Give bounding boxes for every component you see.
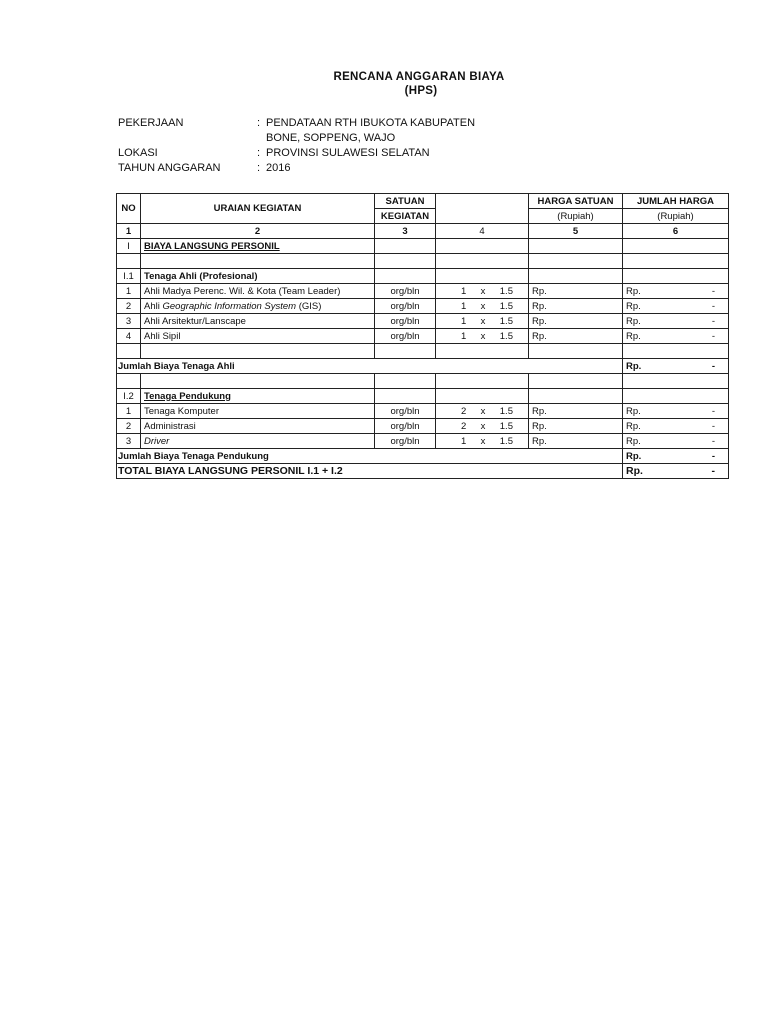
row-qty (436, 434, 529, 449)
qty-a: 1 (461, 315, 467, 327)
subsection-no: I.2 (117, 389, 141, 404)
qty-b: 1.5 (499, 285, 513, 297)
rp-label: Rp. (626, 420, 641, 432)
row-qty (436, 419, 529, 434)
meta-value: 2016 (266, 162, 291, 174)
row-harga: Rp. (529, 314, 623, 329)
subtotal-label: Jumlah Biaya Tenaga Pendukung (117, 449, 623, 464)
rp-label: Rp. (626, 300, 641, 312)
meta-row-pekerjaan-cont (118, 131, 475, 146)
col-num: 5 (529, 224, 623, 239)
row-jumlah (623, 434, 729, 449)
rp-value: - (711, 285, 715, 297)
header-satuan-1: SATUAN (375, 194, 436, 209)
rp-value: - (711, 330, 715, 342)
table-row (117, 299, 729, 314)
row-qty (436, 314, 529, 329)
row-harga: Rp. (529, 434, 623, 449)
header-uraian: URAIAN KEGIATAN (141, 194, 375, 224)
blank-row (117, 374, 729, 389)
blank-row (117, 344, 729, 359)
qty-b: 1.5 (499, 300, 513, 312)
row-label (141, 299, 375, 314)
row-jumlah (623, 404, 729, 419)
meta-row-lokasi (118, 146, 475, 161)
rp-label: Rp. (626, 360, 642, 372)
rp-label: Rp. (626, 330, 641, 342)
qty-a: 1 (461, 300, 467, 312)
meta-colon (257, 131, 266, 146)
label-suffix: (GIS) (296, 300, 322, 312)
row-harga: Rp. (529, 284, 623, 299)
qty-x: x (480, 420, 486, 432)
row-qty (436, 299, 529, 314)
meta-label: LOKASI (118, 147, 158, 159)
row-satuan: org/bln (375, 419, 436, 434)
row-qty (436, 329, 529, 344)
meta-label: TAHUN ANGGARAN (118, 162, 221, 174)
table-row (117, 404, 729, 419)
subtotal-row-pendukung (117, 449, 729, 464)
rp-value: - (711, 405, 715, 417)
row-no: 2 (117, 299, 141, 314)
qty-a: 1 (461, 285, 467, 297)
subsection-label: Tenaga Pendukung (141, 389, 375, 404)
column-number-row (117, 224, 729, 239)
row-no: 3 (117, 314, 141, 329)
qty-b: 1.5 (499, 435, 513, 447)
rp-label: Rp. (626, 315, 641, 327)
header-jumlah-2: (Rupiah) (623, 209, 729, 224)
col-num: 1 (117, 224, 141, 239)
row-label: Ahli Sipil (141, 329, 375, 344)
subsection-row (117, 269, 729, 284)
row-no: 3 (117, 434, 141, 449)
header-satuan-2: KEGIATAN (375, 209, 436, 224)
meta-label: PEKERJAAN (118, 117, 184, 129)
table-row (117, 329, 729, 344)
row-label: Tenaga Komputer (141, 404, 375, 419)
qty-b: 1.5 (499, 330, 513, 342)
row-label: Ahli Arsitektur/Lanscape (141, 314, 375, 329)
table-header-row (117, 194, 729, 209)
subtotal-label: Jumlah Biaya Tenaga Ahli (117, 359, 623, 374)
rp-value: - (711, 435, 715, 447)
qty-a: 1 (461, 330, 467, 342)
row-jumlah (623, 419, 729, 434)
subtotal-value (623, 359, 729, 374)
rp-label: Rp. (626, 464, 643, 477)
rp-value: - (711, 450, 715, 462)
row-qty (436, 404, 529, 419)
qty-b: 1.5 (499, 315, 513, 327)
document-title (0, 70, 768, 98)
row-satuan: org/bln (375, 284, 436, 299)
meta-row-tahun (118, 161, 475, 176)
row-harga: Rp. (529, 419, 623, 434)
rp-value: - (711, 315, 715, 327)
col-num: 3 (375, 224, 436, 239)
label-text: Ahli (144, 300, 163, 312)
qty-b: 1.5 (499, 420, 513, 432)
meta-colon: : (257, 162, 261, 174)
table-row (117, 314, 729, 329)
row-satuan: org/bln (375, 299, 436, 314)
rp-label: Rp. (626, 285, 641, 297)
qty-a: 2 (461, 420, 467, 432)
meta-colon: : (257, 117, 261, 129)
rp-value: - (711, 300, 715, 312)
row-jumlah (623, 299, 729, 314)
rp-label: Rp. (626, 405, 641, 417)
subsection-label: Tenaga Ahli (Profesional) (141, 269, 375, 284)
blank-row (117, 254, 729, 269)
project-info (118, 116, 475, 176)
row-no: 2 (117, 419, 141, 434)
header-jumlah-1: JUMLAH HARGA (623, 194, 729, 209)
row-no: 1 (117, 404, 141, 419)
section-label: BIAYA LANGSUNG PERSONIL (141, 239, 375, 254)
col-num: 2 (141, 224, 375, 239)
row-jumlah (623, 329, 729, 344)
row-label: Driver (141, 434, 375, 449)
col-num: 4 (436, 224, 529, 239)
title-main: RENCANA ANGGARAN BIAYA (333, 71, 505, 83)
row-jumlah (623, 314, 729, 329)
col-num: 6 (623, 224, 729, 239)
table-row (117, 419, 729, 434)
qty-a: 2 (461, 405, 467, 417)
subtotal-row-ahli (117, 359, 729, 374)
row-qty (436, 284, 529, 299)
meta-colon: : (257, 147, 261, 159)
header-harga-2: (Rupiah) (529, 209, 623, 224)
row-no: 4 (117, 329, 141, 344)
table-row (117, 434, 729, 449)
subsection-row (117, 389, 729, 404)
total-label: TOTAL BIAYA LANGSUNG PERSONIL I.1 + I.2 (117, 464, 623, 479)
qty-x: x (480, 285, 486, 297)
qty-x: x (480, 300, 486, 312)
qty-x: x (480, 405, 486, 417)
rp-value: - (711, 420, 715, 432)
subtotal-value (623, 449, 729, 464)
qty-x: x (480, 315, 486, 327)
meta-value: BONE, SOPPENG, WAJO (266, 132, 396, 144)
row-satuan: org/bln (375, 404, 436, 419)
section-row (117, 239, 729, 254)
section-no: I (117, 239, 141, 254)
subsection-no: I.1 (117, 269, 141, 284)
label-italic: Geographic Information System (162, 300, 297, 312)
row-harga: Rp. (529, 299, 623, 314)
meta-value: PENDATAAN RTH IBUKOTA KABUPATEN (266, 117, 476, 129)
qty-x: x (480, 330, 486, 342)
title-sub: (HPS) (404, 85, 438, 97)
rp-value: - (711, 360, 715, 372)
header-no: NO (117, 194, 141, 224)
total-value (623, 464, 729, 479)
qty-b: 1.5 (499, 405, 513, 417)
row-harga: Rp. (529, 329, 623, 344)
rp-value: - (711, 464, 715, 477)
header-col4 (436, 194, 529, 224)
header-harga-1: HARGA SATUAN (529, 194, 623, 209)
row-label: Administrasi (141, 419, 375, 434)
total-row (117, 464, 729, 479)
budget-table (116, 193, 729, 479)
meta-label (118, 131, 257, 146)
meta-row-pekerjaan (118, 116, 475, 131)
table-row (117, 284, 729, 299)
row-no: 1 (117, 284, 141, 299)
rp-label: Rp. (626, 450, 642, 462)
row-satuan: org/bln (375, 329, 436, 344)
row-harga: Rp. (529, 404, 623, 419)
row-jumlah (623, 284, 729, 299)
row-label: Ahli Madya Perenc. Wil. & Kota (Team Leader) (141, 284, 375, 299)
qty-x: x (480, 435, 486, 447)
meta-value: PROVINSI SULAWESI SELATAN (266, 147, 430, 159)
rp-label: Rp. (626, 435, 641, 447)
row-satuan: org/bln (375, 434, 436, 449)
qty-a: 1 (461, 435, 467, 447)
row-satuan: org/bln (375, 314, 436, 329)
